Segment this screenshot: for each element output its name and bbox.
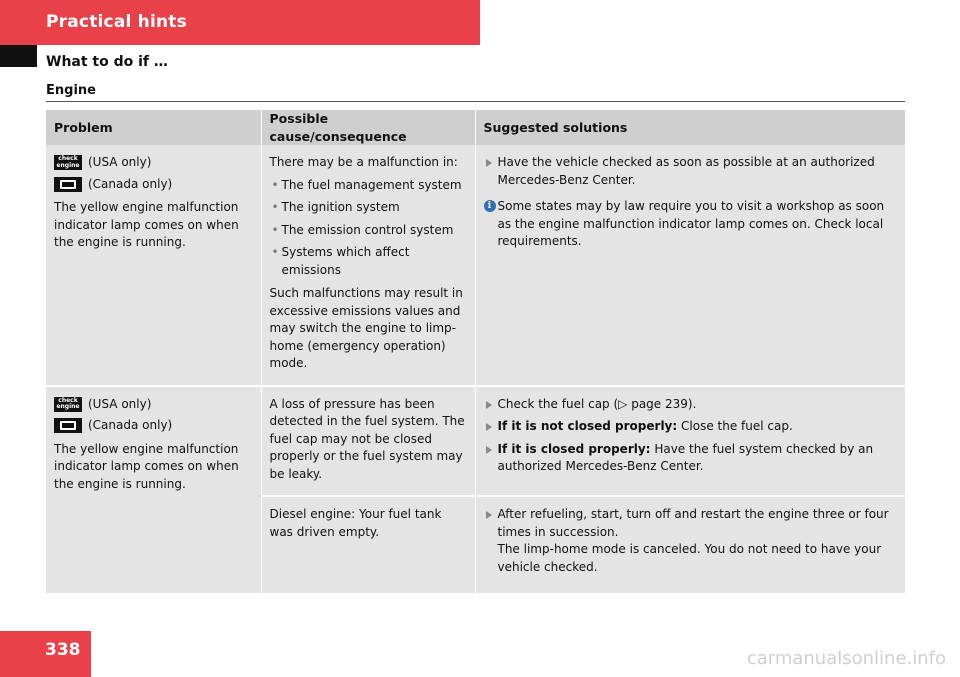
problem-cell <box>46 145 261 386</box>
condition-label: If it is not closed properly: <box>497 419 678 433</box>
cause-intro: There may be a malfunction in: <box>269 155 458 169</box>
cause-item: • The ignition system <box>270 199 467 217</box>
cause-cell <box>261 386 475 497</box>
section-title: Engine <box>46 83 96 98</box>
solution-result: The limp-home mode is canceled. You do not need to have your vehicle checked. <box>497 542 882 574</box>
solution-step <box>484 418 898 436</box>
column-header-solutions: Suggested solutions <box>475 110 905 145</box>
page-subtitle: What to do if … <box>46 54 168 70</box>
column-header-problem: Problem <box>46 110 261 145</box>
engine-lamp-icon <box>54 418 82 433</box>
usa-only-label: (USA only) <box>88 396 152 411</box>
cause-text: A loss of pressure has been detected in the fuel system. The fuel cap may not be closed properly or the fuel system may be leaky. <box>269 396 465 481</box>
cause-cell <box>261 496 475 594</box>
column-header-cause: Possible cause/consequence <box>261 110 475 145</box>
cause-item: • The emission control system <box>270 222 467 240</box>
solution-text: After refueling, start, turn off and restart the engine three or four times in succession. <box>497 507 889 539</box>
solution-text: Close the fuel cap. <box>681 419 793 433</box>
troubleshooting-table <box>46 110 905 595</box>
problem-text: The yellow engine malfunction indicator lamp comes on when the engine is running. <box>54 200 239 249</box>
condition-label: If it is closed properly: <box>497 441 651 456</box>
cause-item: • Systems which affect emissions <box>270 244 467 279</box>
problem-cell <box>46 386 261 595</box>
side-marker <box>0 45 37 67</box>
canada-only-label: (Canada only) <box>88 418 173 432</box>
solution-step: Check the fuel cap (▷ page 239). <box>484 396 898 414</box>
cause-item: • The fuel management system <box>270 177 467 195</box>
info-icon: i <box>484 200 496 212</box>
site-watermark: carmanualsonline.info <box>746 648 946 669</box>
cause-outro: Such malfunctions may result in excessive emissions values and may switch the engine to limp-home (emergency operation) mode. <box>269 286 463 370</box>
check-engine-lamp-icon: check engine <box>54 397 82 412</box>
table-row <box>46 145 905 386</box>
solution-cell <box>475 386 905 497</box>
chapter-title: Practical hints <box>46 12 187 32</box>
problem-text: The yellow engine malfunction indicator lamp comes on when the engine is running. <box>54 441 239 491</box>
chapter-header <box>0 0 480 45</box>
usa-only-label: (USA only) <box>88 155 152 169</box>
info-note-text: Some states may by law require you to visit a workshop as soon as the engine malfunction indicator lamp comes on. Check local requirements. <box>497 199 885 248</box>
page-number: 338 <box>45 640 81 660</box>
info-note <box>484 198 898 251</box>
solution-text: Have the fuel system checked by an authorized Mercedes-Benz Center. <box>497 441 874 473</box>
page-number-tab <box>0 631 91 677</box>
cause-text: Diesel engine: Your fuel tank was driven empty. <box>269 507 442 539</box>
cause-cell <box>261 145 475 386</box>
section-divider <box>46 101 905 102</box>
table-row <box>46 386 905 497</box>
solution-cell <box>475 496 905 594</box>
table-header-row <box>46 110 905 145</box>
solution-step <box>484 506 898 576</box>
solution-step: Have the vehicle checked as soon as possible at an authorized Mercedes-Benz Center. <box>484 154 898 189</box>
solution-step <box>484 441 898 476</box>
check-engine-lamp-icon: check engine <box>54 155 82 170</box>
canada-only-label: (Canada only) <box>88 176 173 191</box>
engine-lamp-icon <box>54 177 82 192</box>
solution-cell <box>475 145 905 386</box>
